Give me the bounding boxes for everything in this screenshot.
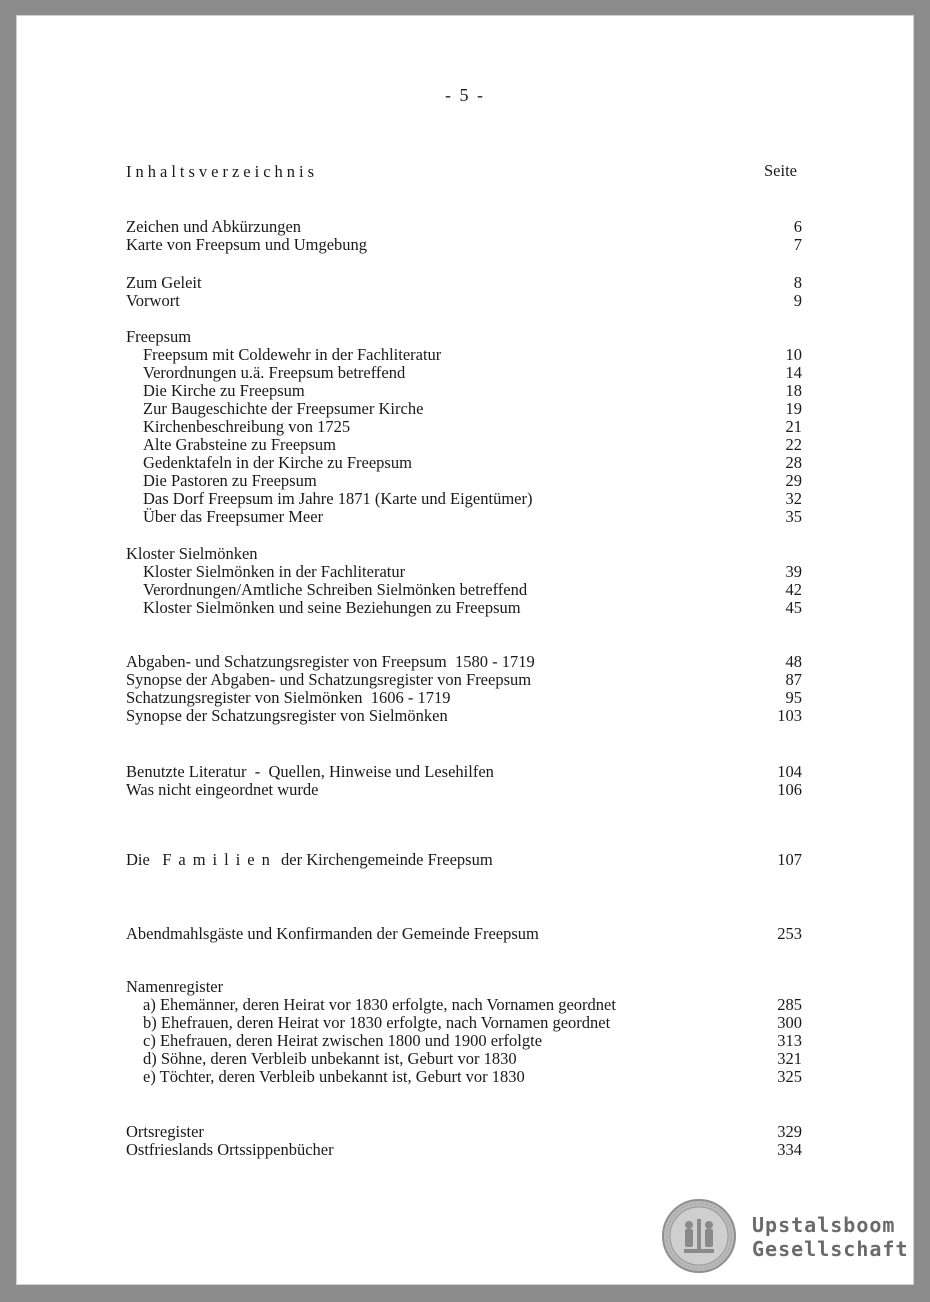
- toc-entry-page: 21: [785, 417, 802, 436]
- document-page: [16, 15, 914, 1285]
- toc-entry: [143, 346, 802, 364]
- toc-entry-page: 253: [777, 924, 802, 943]
- toc-entry: [143, 436, 802, 454]
- toc-entry-page: 8: [793, 273, 802, 292]
- toc-entry: [126, 1141, 802, 1159]
- toc-entry-title: Was nicht eingeordnet wurde: [126, 780, 319, 799]
- section-heading-kloster: Kloster Sielmönken: [126, 544, 258, 563]
- toc-entry: [143, 454, 802, 472]
- toc-entry-page: 48: [785, 652, 802, 671]
- toc-entry-page: 329: [777, 1122, 802, 1141]
- title-prefix: Die: [126, 850, 150, 869]
- toc-entry-page: 104: [777, 762, 802, 781]
- toc-entry-page: 313: [777, 1031, 802, 1050]
- toc-entry-title: Freepsum mit Coldewehr in der Fachliteratur: [143, 345, 442, 364]
- toc-entry-title: [126, 851, 493, 869]
- toc-entry-title: e) Töchter, deren Verbleib unbekannt ist, Geburt vor 1830: [143, 1067, 525, 1086]
- toc-entry: [126, 653, 802, 671]
- toc-entry-page: 14: [785, 363, 802, 382]
- toc-entry-familien: [126, 851, 802, 869]
- toc-entry: [143, 563, 802, 581]
- toc-entry: [126, 671, 802, 689]
- toc-entry-title: Kirchenbeschreibung von 1725: [143, 417, 351, 436]
- toc-entry-title: Zeichen und Abkürzungen: [126, 217, 302, 236]
- toc-entry: [143, 599, 802, 617]
- toc-entry: [126, 218, 802, 236]
- brand-line-2: Gesellschaft: [752, 1237, 909, 1261]
- toc-entry-title: Abendmahlsgäste und Konfirmanden der Gemeinde Freepsum: [126, 924, 539, 943]
- toc-entry: [126, 236, 802, 254]
- toc-entry: [143, 1032, 802, 1050]
- toc-entry-page: 103: [777, 706, 802, 725]
- toc-entry-title: Über das Freepsumer Meer: [143, 507, 324, 526]
- toc-entry-title: Die Kirche zu Freepsum: [143, 381, 305, 400]
- section-heading-namenregister: Namenregister: [126, 977, 224, 996]
- toc-title: Inhaltsverzeichnis: [126, 162, 319, 181]
- toc-entry: [143, 490, 802, 508]
- toc-entry-title: Karte von Freepsum und Umgebung: [126, 235, 368, 254]
- toc-entry-page: 87: [785, 670, 802, 689]
- toc-entry-title: Kloster Sielmönken in der Fachliteratur: [143, 562, 406, 581]
- toc-entry-page: 28: [785, 453, 802, 472]
- toc-entry-title: Kloster Sielmönken und seine Beziehungen zu Freepsum: [143, 598, 521, 617]
- toc-entry-page: 95: [785, 688, 802, 707]
- toc-entry: [143, 1068, 802, 1086]
- toc-entry-title: Zur Baugeschichte der Freepsumer Kirche: [143, 399, 424, 418]
- toc-entry: [143, 418, 802, 436]
- toc-entry-title: Ostfrieslands Ortssippenbücher: [126, 1140, 334, 1159]
- toc-entry: [126, 707, 802, 725]
- toc-entry-page: 321: [777, 1049, 802, 1068]
- toc-entry: [126, 1123, 802, 1141]
- toc-entry-title: Das Dorf Freepsum im Jahre 1871 (Karte und Eigentümer): [143, 489, 533, 508]
- toc-entry: [143, 382, 802, 400]
- toc-entry-page: 32: [785, 489, 802, 508]
- toc-entry-title: Abgaben- und Schatzungsregister von Freepsum 1580 - 1719: [126, 652, 535, 671]
- toc-entry-page: 35: [785, 507, 802, 526]
- toc-entry: [143, 996, 802, 1014]
- toc-entry: [143, 1050, 802, 1068]
- toc-entry: [126, 763, 802, 781]
- toc-entry-page: 334: [777, 1140, 802, 1159]
- toc-entry-page: 106: [777, 780, 802, 799]
- title-spaced: Familien: [162, 850, 277, 869]
- toc-entry: [143, 364, 802, 382]
- toc-entry-page: 285: [777, 995, 802, 1014]
- toc-entry-page: 6: [793, 217, 802, 236]
- seal-emblem-icon: [662, 1199, 736, 1273]
- toc-entry: [126, 292, 802, 310]
- toc-entry-page: 107: [777, 850, 802, 869]
- toc-entry-title: Ortsregister: [126, 1122, 204, 1141]
- toc-entry-title: d) Söhne, deren Verbleib unbekannt ist, Geburt vor 1830: [143, 1049, 517, 1068]
- toc-entry-title: Verordnungen/Amtliche Schreiben Sielmönken betreffend: [143, 580, 528, 599]
- brand-wordmark: [752, 1213, 909, 1261]
- toc-entry-page: 45: [785, 598, 802, 617]
- toc-entry-title: Zum Geleit: [126, 273, 202, 292]
- brand-line-1: Upstalsboom: [752, 1213, 896, 1237]
- toc-entry-title: Die Pastoren zu Freepsum: [143, 471, 317, 490]
- toc-entry-page: 10: [785, 345, 802, 364]
- toc-entry-title: b) Ehefrauen, deren Heirat vor 1830 erfolgte, nach Vornamen geordnet: [143, 1013, 611, 1032]
- toc-entry-page: 29: [785, 471, 802, 490]
- toc-entry-title: a) Ehemänner, deren Heirat vor 1830 erfolgte, nach Vornamen geordnet: [143, 995, 616, 1014]
- title-rest: der Kirchengemeinde Freepsum: [281, 850, 493, 869]
- toc-entry-title: Gedenktafeln in der Kirche zu Freepsum: [143, 453, 412, 472]
- toc-entry-title: Benutzte Literatur - Quellen, Hinweise und Lesehilfen: [126, 762, 494, 781]
- toc-entry-page: 22: [785, 435, 802, 454]
- toc-entry: [143, 508, 802, 526]
- toc-entry-page: 325: [777, 1067, 802, 1086]
- toc-entry-title: Alte Grabsteine zu Freepsum: [143, 435, 336, 454]
- toc-entry-title: Schatzungsregister von Sielmönken 1606 - 1719: [126, 688, 451, 707]
- toc-entry-title: Vorwort: [126, 291, 180, 310]
- toc-entry: [126, 781, 802, 799]
- toc-entry: [143, 400, 802, 418]
- toc-entry-page: 9: [793, 291, 802, 310]
- toc-entry-page: 19: [785, 399, 802, 418]
- toc-entry: [126, 274, 802, 292]
- toc-entry: [126, 689, 802, 707]
- toc-entry-title: Synopse der Schatzungsregister von Sielmönken: [126, 706, 448, 725]
- toc-entry-title: Synopse der Abgaben- und Schatzungsregister von Freepsum: [126, 670, 532, 689]
- page-number: - 5 -: [445, 85, 485, 105]
- toc-entry: [126, 925, 802, 943]
- toc-entry: [143, 472, 802, 490]
- toc-entry-page: 39: [785, 562, 802, 581]
- toc-entry-title: Verordnungen u.ä. Freepsum betreffend: [143, 363, 406, 382]
- section-heading-freepsum: Freepsum: [126, 327, 192, 346]
- toc-entry-page: 42: [785, 580, 802, 599]
- toc-entry-page: 7: [793, 235, 802, 254]
- toc-entry: [143, 1014, 802, 1032]
- toc-entry-page: 300: [777, 1013, 802, 1032]
- page-column-label: Seite: [764, 161, 797, 180]
- toc-entry-page: 18: [785, 381, 802, 400]
- toc-entry: [143, 581, 802, 599]
- toc-entry-title: c) Ehefrauen, deren Heirat zwischen 1800 und 1900 erfolgte: [143, 1031, 543, 1050]
